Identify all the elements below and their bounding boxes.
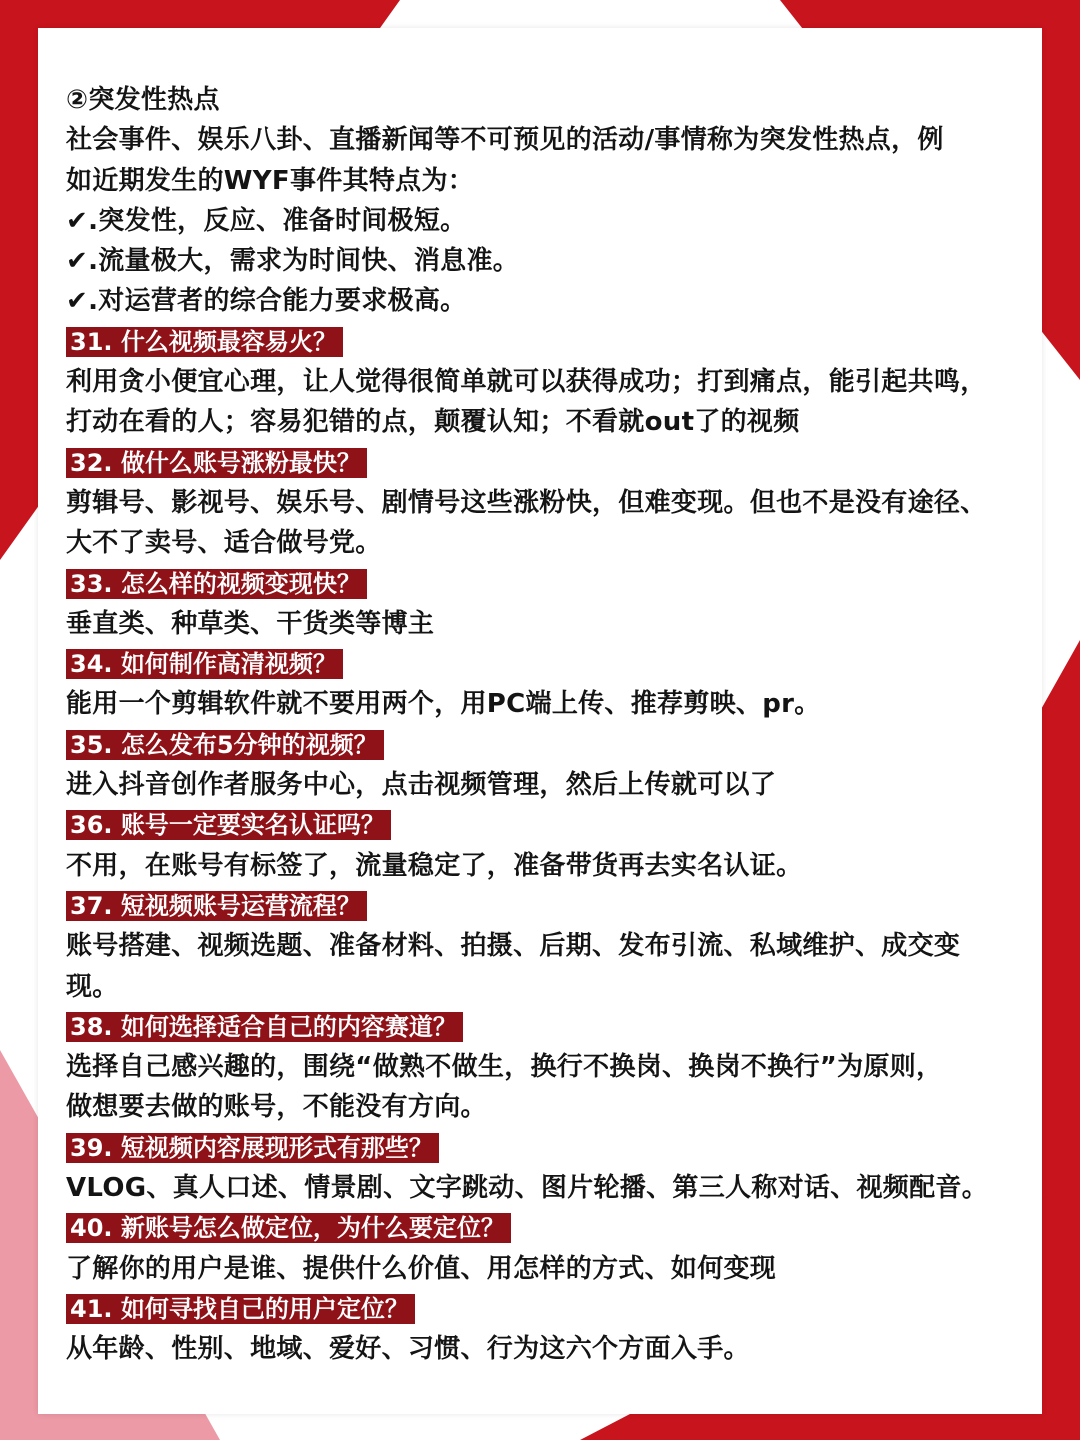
answer-line: VLOG、真人口述、情景剧、文字跳动、图片轮播、第三人称对话、视频配音。 [66, 1173, 989, 1204]
question-row [66, 322, 1026, 362]
question-label: 33. 怎么样的视频变现快？ [66, 569, 367, 599]
question-row [66, 1208, 1026, 1248]
question-row [66, 725, 1026, 765]
answer-line: 现。 [66, 971, 119, 1002]
question-row [66, 644, 1026, 684]
question-label: 41. 如何寻找自己的用户定位？ [66, 1294, 415, 1324]
question-label: 38. 如何选择适合自己的内容赛道？ [66, 1012, 463, 1042]
content-card [38, 28, 1042, 1414]
answer-line: 选择自己感兴趣的，围绕“做熟不做生，换行不换岗、换岗不换行”为原则， [66, 1052, 943, 1083]
question-label: 31. 什么视频最容易火？ [66, 327, 343, 357]
question-label: 35. 怎么发布5分钟的视频？ [66, 730, 384, 760]
answer-line: 了解你的用户是谁、提供什么价值、用怎样的方式、如何变现 [66, 1253, 777, 1284]
answer-line: 不用，在账号有标签了，流量稳定了，准备带货再去实名认证。 [66, 850, 803, 881]
question-row [66, 564, 1026, 604]
question-label: 36. 账号一定要实名认证吗？ [66, 810, 391, 840]
question-row [66, 886, 1026, 926]
question-label: 37. 短视频账号运营流程？ [66, 891, 367, 921]
intro-line: 社会事件、娱乐八卦、直播新闻等不可预见的活动/事情称为突发性热点，例 [66, 125, 944, 156]
question-label: 39. 短视频内容展现形式有那些？ [66, 1133, 439, 1163]
question-row [66, 1128, 1026, 1168]
answer-line: 大不了卖号、适合做号党。 [66, 528, 382, 559]
answer-line: 做想要去做的账号，不能没有方向。 [66, 1092, 487, 1123]
check-item: ✔.突发性，反应、准备时间极短。 [66, 205, 467, 236]
question-row [66, 805, 1026, 845]
answer-line: 账号搭建、视频选题、准备材料、拍摄、后期、发布引流、私域维护、成交变 [66, 931, 961, 962]
document-body [66, 80, 1026, 1370]
question-label: 32. 做什么账号涨粉最快？ [66, 448, 367, 478]
question-row [66, 1289, 1026, 1329]
section-title: ②突发性热点 [66, 85, 220, 115]
answer-line: 垂直类、种草类、干货类等博主 [66, 608, 435, 639]
check-item: ✔.流量极大，需求为时间快、消息准。 [66, 246, 520, 277]
intro-line: 如近期发生的WYF事件其特点为： [66, 165, 475, 196]
answer-line: 利用贪小便宜心理，让人觉得很简单就可以获得成功；打到痛点，能引起共鸣， [66, 367, 987, 398]
question-label: 40. 新账号怎么做定位，为什么要定位？ [66, 1213, 511, 1243]
question-row [66, 1007, 1026, 1047]
question-row [66, 443, 1026, 483]
check-item: ✔.对运营者的综合能力要求极高。 [66, 286, 467, 317]
answer-line: 打动在看的人；容易犯错的点，颠覆认知；不看就out了的视频 [66, 407, 800, 438]
answer-line: 能用一个剪辑软件就不要用两个，用PC端上传、推荐剪映、pr。 [66, 689, 821, 720]
question-label: 34. 如何制作高清视频？ [66, 649, 343, 679]
answer-line: 剪辑号、影视号、娱乐号、剧情号这些涨粉快，但难变现。但也不是没有途径、 [66, 487, 987, 518]
answer-line: 从年龄、性别、地域、爱好、习惯、行为这六个方面入手。 [66, 1334, 750, 1365]
answer-line: 进入抖音创作者服务中心，点击视频管理，然后上传就可以了 [66, 770, 777, 801]
